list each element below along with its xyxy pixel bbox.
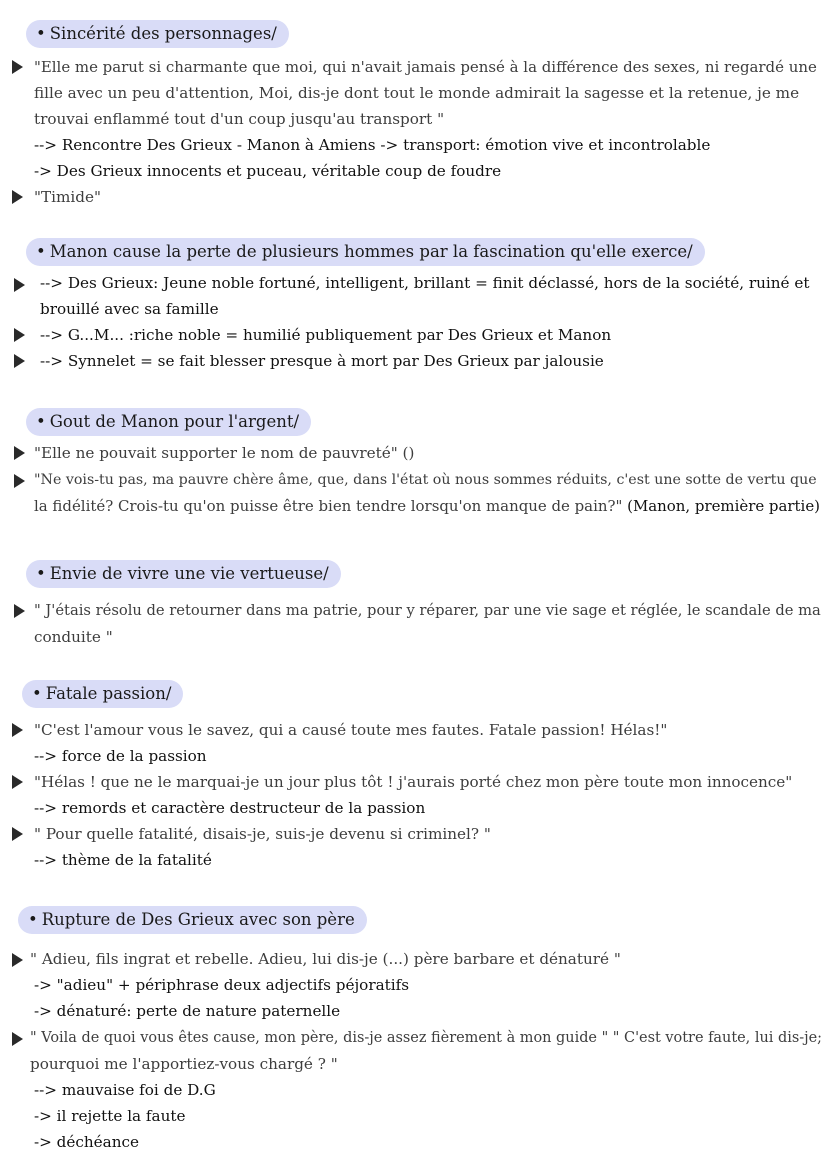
analysis-line: --> remords et caractère destructeur de la passion <box>34 799 426 817</box>
bullet-triangle-icon <box>14 354 25 368</box>
section-heading-argent: • Gout de Manon pour l'argent/ <box>26 408 311 436</box>
bullet-triangle-icon <box>14 604 25 618</box>
analysis-line: --> G...M... :riche noble = humilié publiquement par Des Grieux et Manon <box>40 326 612 344</box>
quote-line: trouvai enflammé tout d'un coup jusqu'au transport " <box>34 110 445 128</box>
section-heading-sincerite: • Sincérité des personnages/ <box>26 20 289 48</box>
quote-line: "Elle ne pouvait supporter le nom de pauvreté" () <box>34 444 415 462</box>
bullet-triangle-icon <box>12 723 23 737</box>
quote-line: "Ne vois-tu pas, ma pauvre chère âme, que, dans l'état où nous sommes réduits, c'est une sotte de vertu que <box>34 472 817 488</box>
analysis-line: -> il rejette la faute <box>34 1107 186 1125</box>
quote-source: (Manon, première partie) <box>627 497 820 515</box>
analysis-line: --> Synnelet = se fait blesser presque à mort par Des Grieux par jalousie <box>40 352 604 370</box>
analysis-line: -> Des Grieux innocents et puceau, véritable coup de foudre <box>34 162 502 180</box>
section-heading-fatale-passion: • Fatale passion/ <box>22 680 183 708</box>
bullet-triangle-icon <box>14 474 25 488</box>
section-heading-rupture: • Rupture de Des Grieux avec son père <box>18 906 367 934</box>
section-heading-manon-perte: • Manon cause la perte de plusieurs hommes par la fascination qu'elle exerce/ <box>26 238 705 266</box>
bullet-triangle-icon <box>12 190 23 204</box>
quote-line: pourquoi me l'apportiez-vous chargé ? " <box>30 1055 338 1073</box>
bullet-triangle-icon <box>14 278 25 292</box>
bullet-triangle-icon <box>14 446 25 460</box>
quote-line: " Pour quelle fatalité, disais-je, suis-je devenu si criminel? " <box>34 825 491 843</box>
quote-line-with-source: la fidélité? Crois-tu qu'on puisse être bien tendre lorsqu'on manque de pain?" (Manon, première partie) <box>34 497 820 515</box>
bullet-triangle-icon <box>12 775 23 789</box>
bullet-triangle-icon <box>12 827 23 841</box>
analysis-line: --> mauvaise foi de D.G <box>34 1081 216 1099</box>
quote-line: fille avec un peu d'attention, Moi, dis-je dont tout le monde admirait la sagesse et la retenue, je me <box>34 84 800 102</box>
analysis-line: --> Des Grieux: Jeune noble fortuné, intelligent, brillant = finit déclassé, hors de la société, ruiné et <box>40 274 810 292</box>
analysis-line: --> thème de la fatalité <box>34 851 212 869</box>
quote-line: " Voila de quoi vous êtes cause, mon père, dis-je assez fièrement à mon guide " " C'est votre faute, lui dis-je; <box>30 1030 823 1046</box>
analysis-line: -> "adieu" + périphrase deux adjectifs péjoratifs <box>34 976 410 994</box>
analysis-line: -> déchéance <box>34 1133 139 1151</box>
bullet-triangle-icon <box>12 60 23 74</box>
bullet-triangle-icon <box>12 1032 23 1046</box>
quote-line: "Hélas ! que ne le marquai-je un jour plus tôt ! j'aurais porté chez mon père toute mon innocence" <box>34 773 793 791</box>
analysis-line: --> force de la passion <box>34 747 207 765</box>
quote-line: "Elle me parut si charmante que moi, qui n'avait jamais pensé à la différence des sexes, ni regardé une <box>34 58 817 76</box>
analysis-line: brouillé avec sa famille <box>40 300 219 318</box>
bullet-triangle-icon <box>12 953 23 967</box>
quote-line: "Timide" <box>34 188 101 206</box>
bullet-triangle-icon <box>14 328 25 342</box>
section-heading-vie-vertueuse: • Envie de vivre une vie vertueuse/ <box>26 560 341 588</box>
quote-line: conduite " <box>34 628 113 646</box>
quote-line: " J'étais résolu de retourner dans ma patrie, pour y réparer, par une vie sage et réglée, le scandale de ma <box>34 602 821 619</box>
analysis-line: --> Rencontre Des Grieux - Manon à Amiens -> transport: émotion vive et incontrolable <box>34 136 711 154</box>
analysis-line: -> dénaturé: perte de nature paternelle <box>34 1002 341 1020</box>
quote-line: "C'est l'amour vous le savez, qui a causé toute mes fautes. Fatale passion! Hélas!" <box>34 721 668 739</box>
quote-line: " Adieu, fils ingrat et rebelle. Adieu, lui dis-je (...) père barbare et dénaturé " <box>30 950 621 968</box>
